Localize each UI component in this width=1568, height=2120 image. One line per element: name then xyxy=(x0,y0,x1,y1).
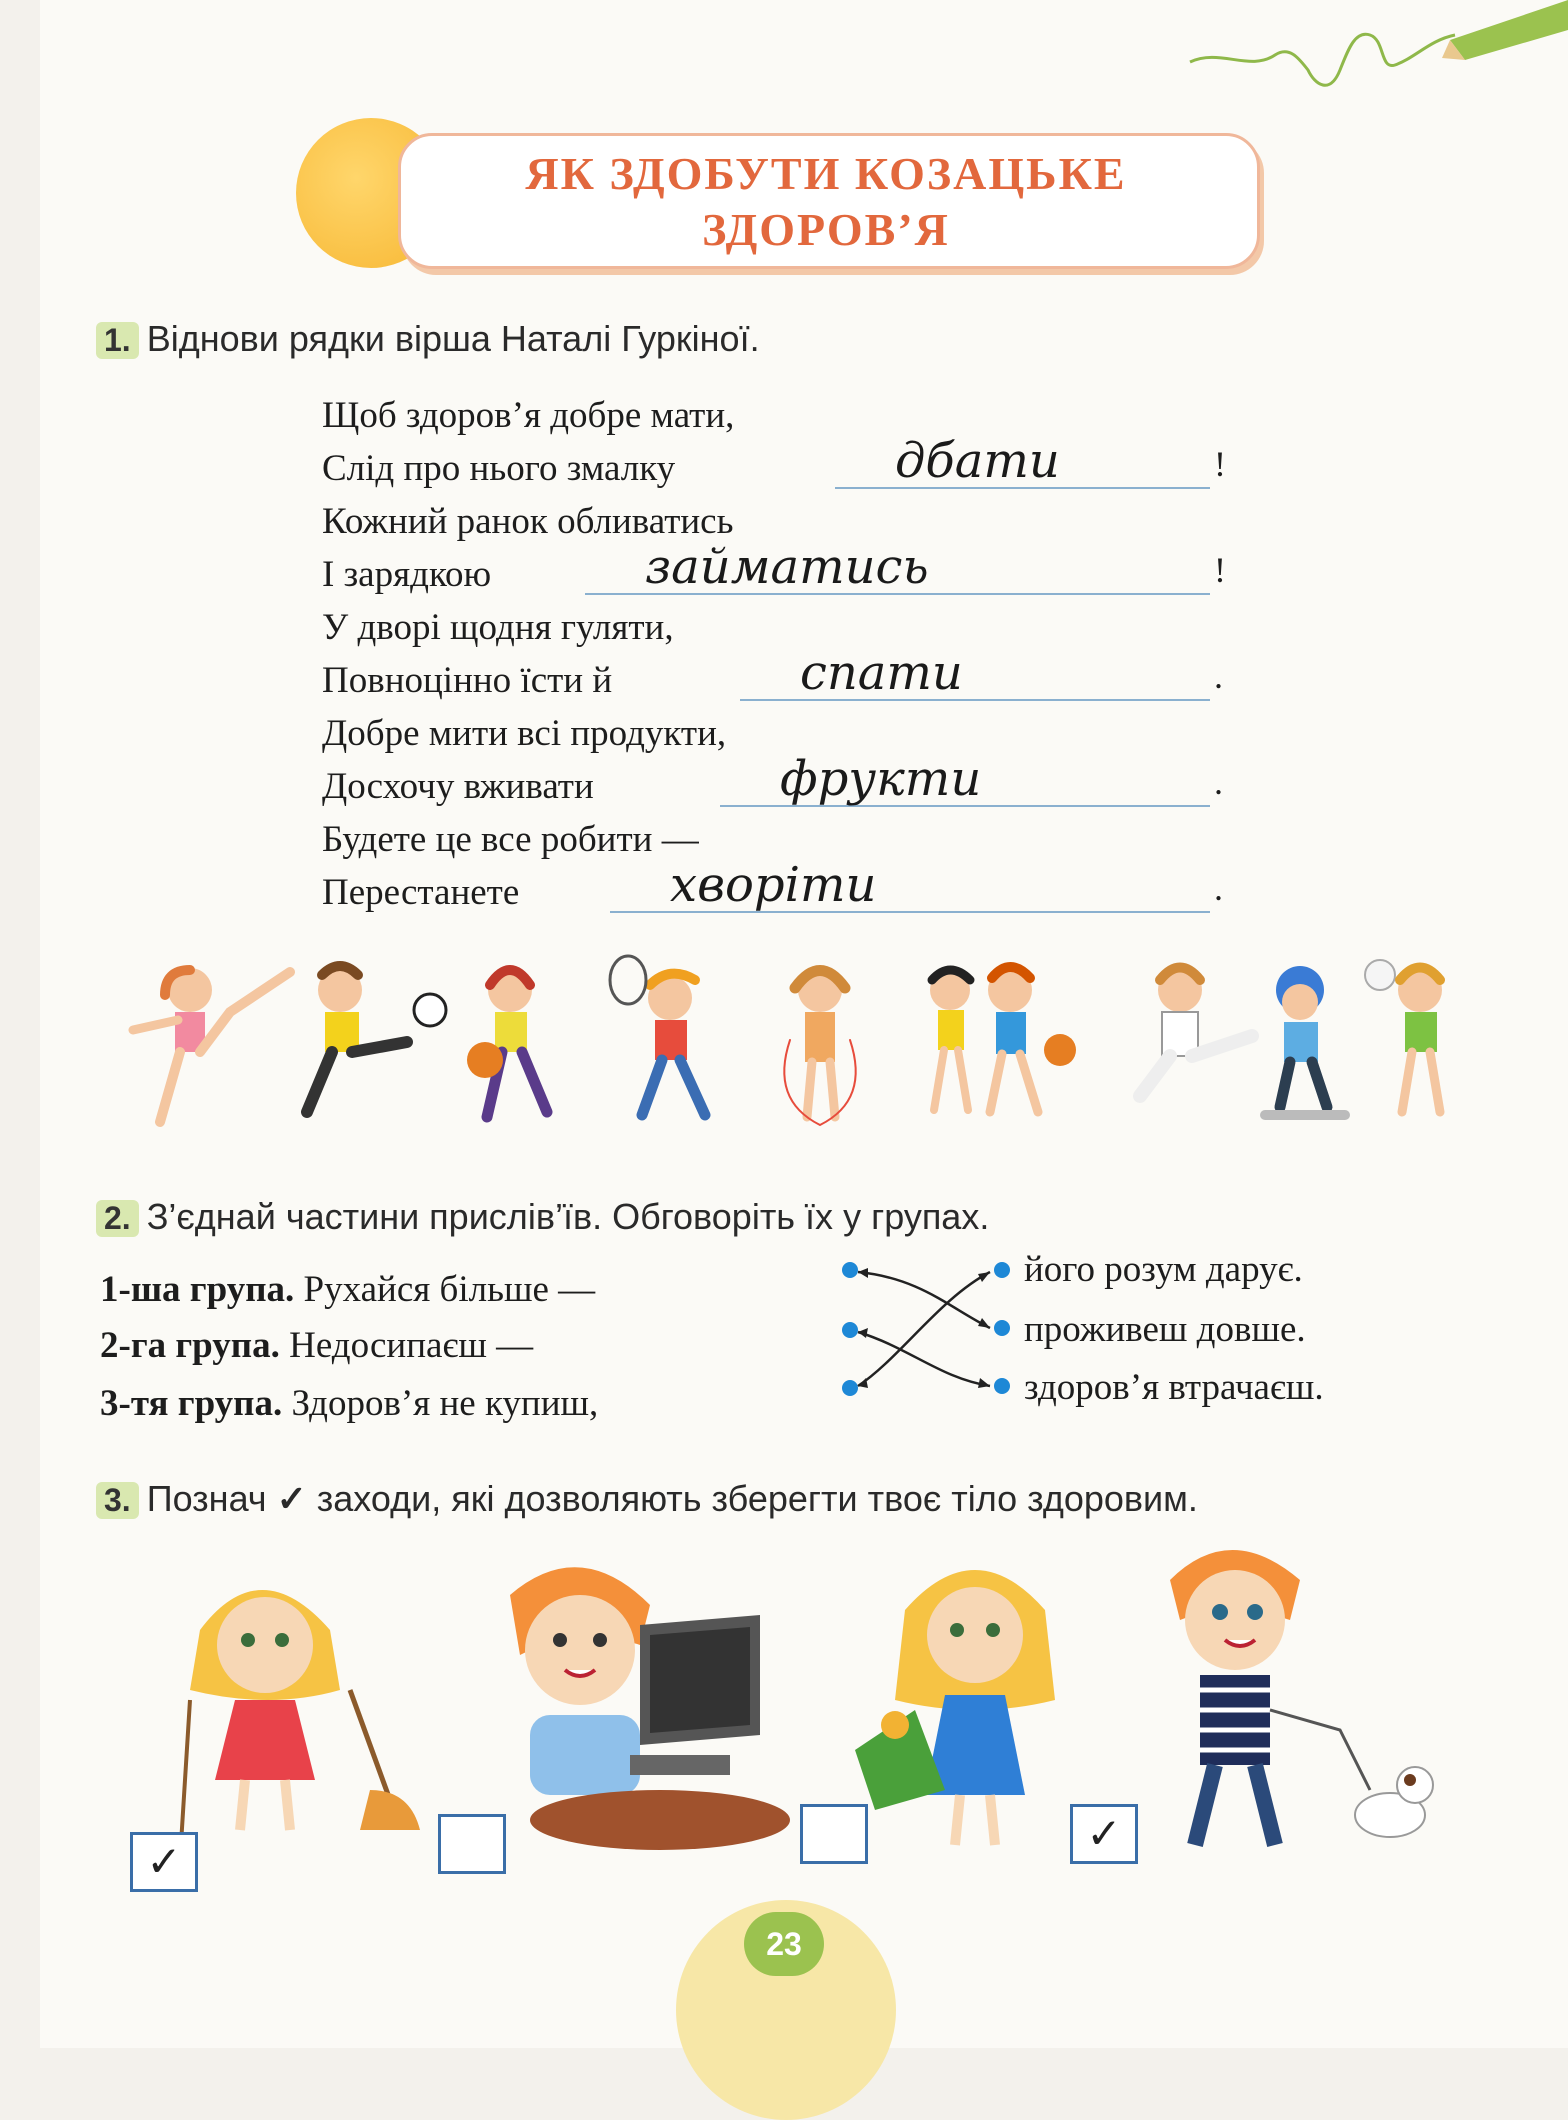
dot-right-3 xyxy=(994,1378,1010,1394)
poem-line-4: І зарядкою xyxy=(322,554,492,595)
link-3-1 xyxy=(858,1272,990,1386)
page-title-line-2: ЗДОРОВ’Я xyxy=(702,204,950,255)
handwritten-answer-10: хворіти xyxy=(670,857,877,913)
proverb-start-2 xyxy=(100,1324,533,1367)
proverb-text-2: Недосипаєш — xyxy=(289,1325,534,1366)
poem-line-2: Слід про нього змалку xyxy=(322,448,676,489)
poem-line-3: Кожний ранок обливатись xyxy=(322,501,734,542)
line-end-mark-4: ! xyxy=(1214,550,1226,590)
task-1-text: Віднови рядки вірша Наталі Гуркіної. xyxy=(146,318,760,359)
handwritten-answer-4: займатись xyxy=(645,539,929,595)
checkbox-boy-at-computer[interactable] xyxy=(438,1814,506,1874)
task-1-header xyxy=(96,318,760,360)
group-label-1: 1-ша група. xyxy=(100,1269,295,1310)
line-end-mark-8: . xyxy=(1214,762,1223,802)
group-label-2: 2-га група. xyxy=(100,1325,280,1366)
kids-doing-sports-illustration xyxy=(100,950,1480,1140)
proverb-start-3 xyxy=(100,1382,598,1425)
poem-line-10: Перестанете xyxy=(322,872,520,913)
task-3-text-after: заходи, які дозволяють зберегти твоє тіло здоровим. xyxy=(316,1478,1198,1519)
checkbox-boy-walking-dog[interactable]: ✓ xyxy=(1070,1804,1138,1864)
line-end-mark-2: ! xyxy=(1214,444,1226,484)
boy-at-computer-illustration xyxy=(490,1555,800,1855)
girl-eating-chips-illustration xyxy=(845,1550,1085,1860)
task-3-text-before: Познач xyxy=(146,1478,267,1519)
check-symbol-icon: ✓ xyxy=(276,1478,307,1519)
line-end-mark-10: . xyxy=(1214,868,1223,908)
poem-line-7: Добре мити всі продукти, xyxy=(322,713,727,754)
matching-connections[interactable] xyxy=(830,1248,1020,1418)
handwritten-answer-6: спати xyxy=(800,645,963,701)
dot-left-2 xyxy=(842,1322,858,1338)
page-title-line-1: ЯК ЗДОБУТИ КОЗАЦЬКЕ xyxy=(525,148,1127,199)
handwritten-answer-8: фрукти xyxy=(780,751,982,807)
pencil-decoration-icon xyxy=(1180,0,1568,110)
task-2-header xyxy=(96,1196,989,1238)
dot-left-1 xyxy=(842,1262,858,1278)
checkbox-girl-sweeping[interactable]: ✓ xyxy=(130,1832,198,1892)
poem-line-1: Щоб здоров’я добре мати, xyxy=(322,395,735,436)
poem-line-6: Повноцінно їсти й xyxy=(322,660,613,701)
link-1-2 xyxy=(858,1272,990,1328)
proverb-start-1 xyxy=(100,1268,595,1311)
task-1-number: 1. xyxy=(96,322,139,359)
proverb-text-1: Рухайся більше — xyxy=(303,1269,596,1310)
dot-right-2 xyxy=(994,1320,1010,1336)
proverb-text-3: Здоров’я не купиш, xyxy=(291,1383,599,1424)
poem-line-5: У дворі щодня гуляти, xyxy=(322,607,674,648)
page-number: 23 xyxy=(744,1912,824,1976)
dot-right-1 xyxy=(994,1262,1010,1278)
proverb-end-1: його розум дарує. xyxy=(1024,1249,1303,1290)
proverb-end-3: здоров’я втрачаєш. xyxy=(1024,1367,1324,1408)
link-2-3 xyxy=(858,1332,990,1386)
line-end-mark-6: . xyxy=(1214,656,1223,696)
poem-line-8: Досхочу вживати xyxy=(322,766,594,807)
task-2-text: З’єднай частини прислів’їв. Обговоріть їх у групах. xyxy=(146,1196,990,1237)
poem-line-9: Будете це все робити — xyxy=(322,819,699,860)
girl-sweeping-illustration xyxy=(160,1560,420,1850)
task-3-header xyxy=(96,1478,1198,1520)
task-2-number: 2. xyxy=(96,1200,139,1237)
kids-sports-icon xyxy=(100,950,1480,1140)
boy-walking-dog-illustration xyxy=(1140,1540,1440,1860)
proverb-end-2: проживеш довше. xyxy=(1024,1309,1306,1350)
handwritten-answer-2: дбати xyxy=(895,433,1060,489)
group-label-3: 3-тя група. xyxy=(100,1383,283,1424)
checkbox-girl-eating-chips[interactable] xyxy=(800,1804,868,1864)
dot-left-3 xyxy=(842,1380,858,1396)
task-3-number: 3. xyxy=(96,1482,139,1519)
page-title xyxy=(398,146,1254,258)
